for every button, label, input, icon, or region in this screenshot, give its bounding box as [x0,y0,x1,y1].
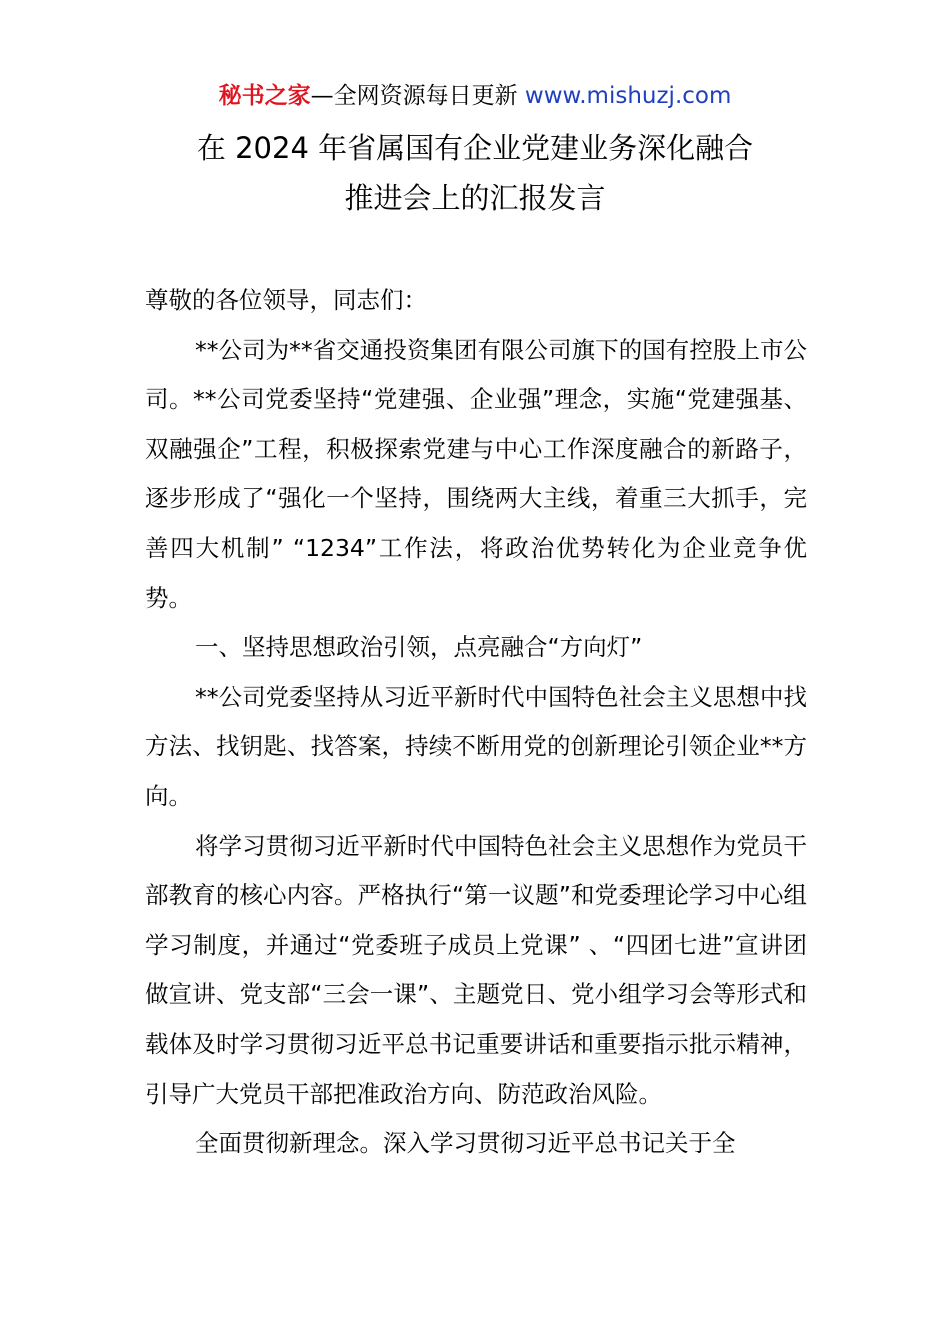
salutation: 尊敬的各位领导，同志们： [145,286,427,314]
document-title-line-2: 推进会上的汇报发言 [344,181,606,215]
document-body [145,276,807,1169]
body-paragraph-intro: **公司为**省交通投资集团有限公司旗下的国有控股上市公司。**公司党委坚持“党建强、企业强”理念，实施“党建强基、双融强企”工程，积极探索党建与中心工作深度融合的新路子，逐步形成了“强化一个坚持，围绕两大主线，着重三大抓手，完善四大机制” “1234”工作法，将政治优势转化为企业竞争优势。 [145,335,807,612]
body-paragraph: **公司党委坚持从习近平新时代中国特色社会主义思想中找方法、找钥匙、找答案，持续不断用党的创新理论引领企业**方向。 [145,682,807,810]
site-header [0,80,950,112]
body-paragraph: 全面贯彻新理念。深入学习贯彻习近平总书记关于全 [195,1129,736,1158]
header-tagline: —全网资源每日更新 [310,83,525,109]
site-url-link[interactable]: www.mishuzj.com [524,83,732,109]
document-title-line-1: 在 2024 年省属国有企业党建业务深化融合 [196,131,754,165]
section-heading-1: 一、坚持思想政治引领，点亮融合“方向灯” [195,633,643,662]
body-paragraph: 将学习贯彻习近平新时代中国特色社会主义思想作为党员干部教育的核心内容。严格执行“第一议题”和党委理论学习中心组学习制度，并通过“党委班子成员上党课” 、“四团七进”宣讲团做宣讲、党支部“三会一课”、主题党日、党小组学习会等形式和载体及时学习贯彻习近平总书记重要讲话和重要指示批示精神，引导广大党员干部把准政治方向、防范政治风险。 [145,831,807,1108]
brand-name: 秘书之家 [218,83,311,109]
